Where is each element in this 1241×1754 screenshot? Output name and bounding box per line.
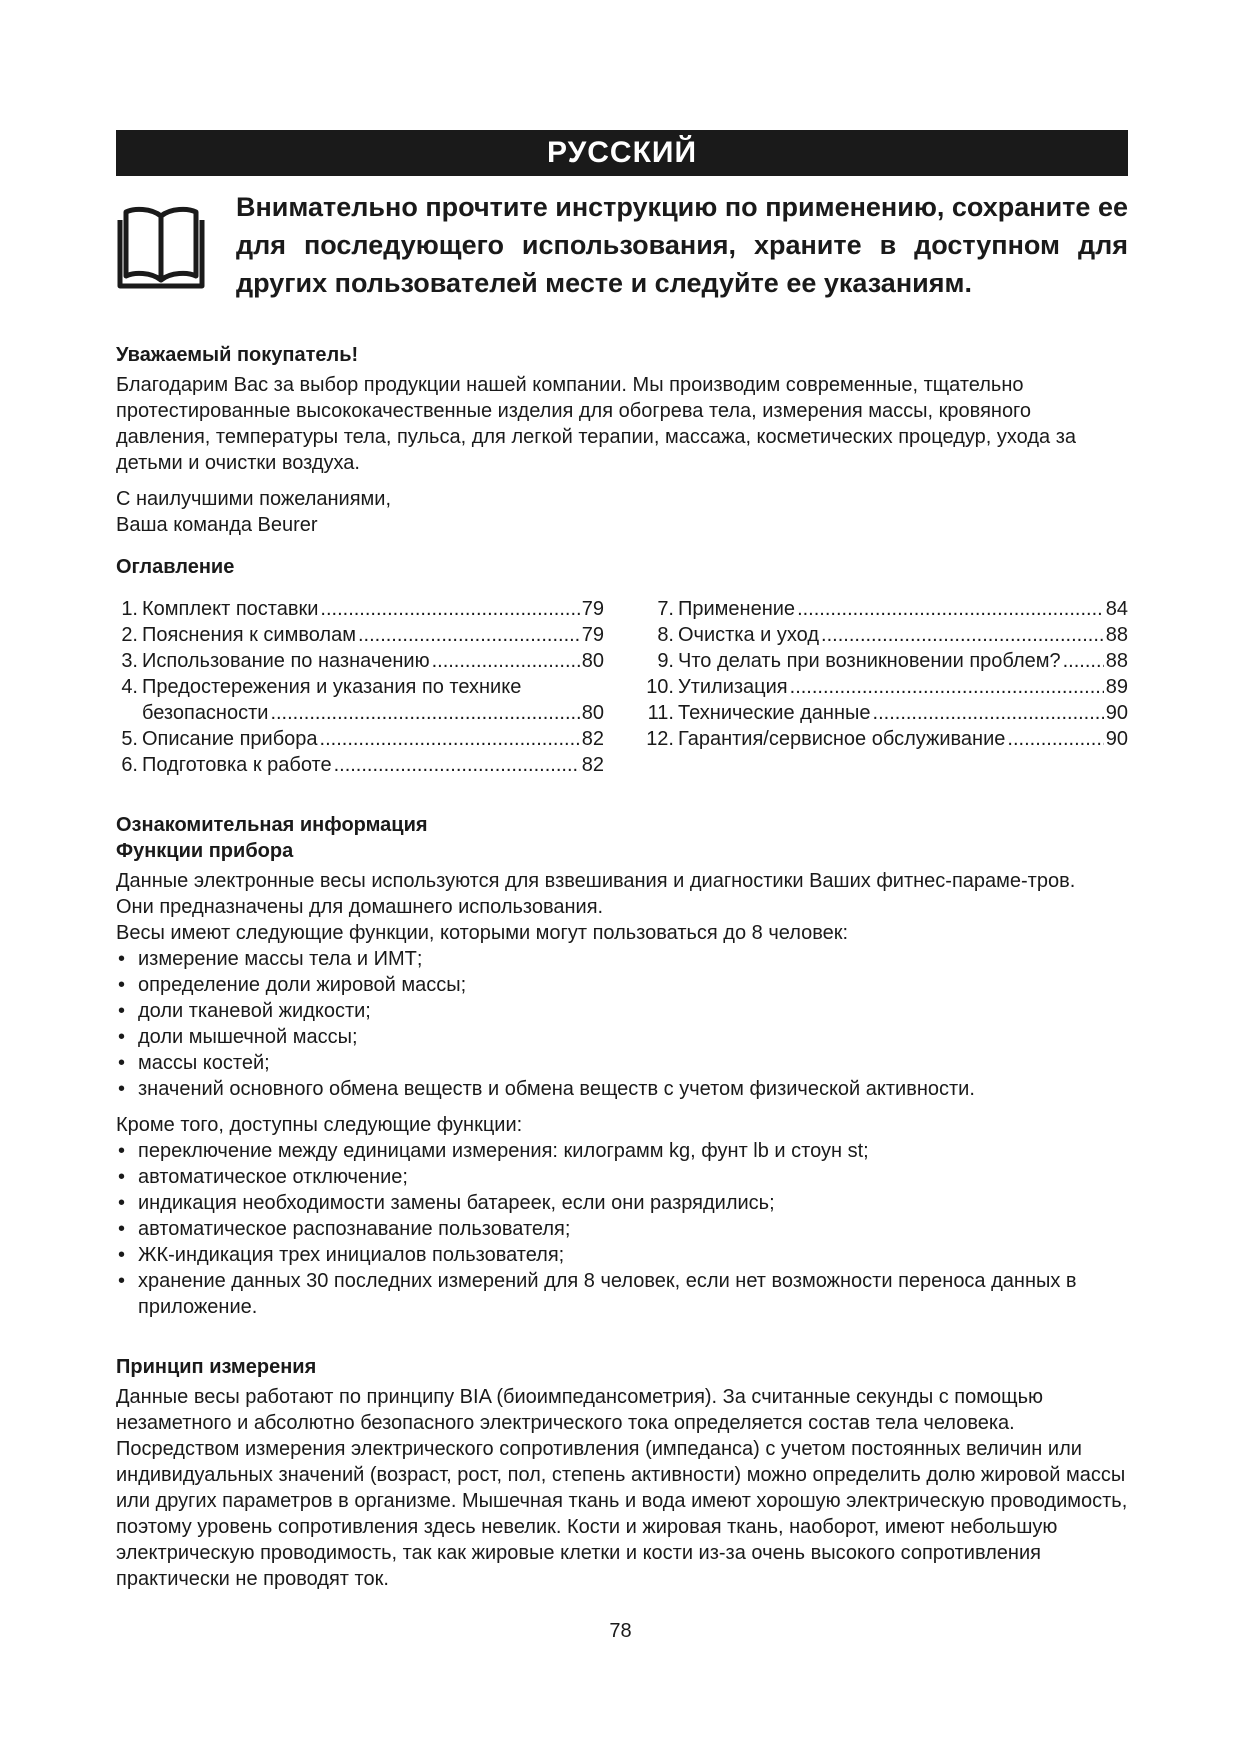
intro-block [116,188,1128,302]
toc-number: 8. [657,624,674,646]
list-item: • доли мышечной массы; [116,1024,1128,1050]
toc-leader [797,596,1104,622]
toc-page: 88 [1105,650,1128,672]
toc-page: 84 [1105,598,1128,620]
info-paragraph-3: Весы имеют следующие функции, которыми могут пользоваться до 8 человек: [116,922,849,944]
greeting-closing-1: С наилучшими пожеланиями, [116,488,392,510]
extra-functions-list [116,1138,1128,1320]
principle-section [116,1354,1128,1592]
info-paragraph-4: Кроме того, доступны следующие функции: [116,1114,523,1136]
toc-leader [270,700,579,726]
language-header: РУССКИЙ [116,130,1128,176]
info-section [116,812,1128,1320]
open-book-icon [116,202,206,292]
info-paragraph-2: Они предназначены для домашнего использования. [116,896,604,918]
toc-entry[interactable] [640,596,1128,622]
toc-page: 82 [581,754,604,776]
toc-leader [334,752,580,778]
toc-leader [821,622,1104,648]
list-item: • переключение между единицами измерения: килограмм kg, фунт lb и стоун st; [116,1138,1128,1164]
greeting-body: Благодарим Вас за выбор продукции нашей компании. Мы производим современные, тщательно протестированные высококачественные изделия для обогрева тела, измерения массы, кровяного давления, температуры тела, пульса, для легкой терапии, массажа, косметических процедур, ухода за детьми и очистки воздуха. [116,374,1076,474]
list-item: • ЖК-индикация трех инициалов пользователя; [116,1242,1128,1268]
toc-leader [873,700,1104,726]
list-item: • индикация необходимости замены батареек, если они разрядились; [116,1190,1128,1216]
toc-entry[interactable] [116,622,604,648]
toc-leader [432,648,580,674]
toc-number: 11. [647,702,674,724]
toc-page: 80 [581,650,604,672]
page-number: 78 [609,1620,632,1642]
toc-entry[interactable] [116,648,604,674]
toc-right-column [640,596,1128,778]
list-item: • определение доли жировой массы; [116,972,1128,998]
toc-number: 5. [121,728,138,750]
toc-entry-title: Пояснения к символам [142,624,356,646]
toc-entry-title: Гарантия/сервисное обслуживание [678,728,1006,750]
toc-entry-title: Подготовка к работе [142,754,332,776]
toc-entry-title: Использование по назначению [142,650,430,672]
toc-leader [1007,726,1103,752]
toc-entry-title: безопасности [142,702,269,724]
greeting-title: Уважаемый покупатель! [116,344,359,366]
list-item: • измерение массы тела и ИМТ; [116,946,1128,972]
toc-leader [1063,648,1104,674]
toc-section [116,554,1128,778]
principle-title: Принцип измерения [116,1356,317,1378]
toc-entry-title: Очистка и уход [678,624,820,646]
toc-entry[interactable] [640,674,1128,700]
toc-entry-continued[interactable] [116,700,604,726]
toc-page: 79 [581,624,604,646]
principle-paragraph-2: Посредством измерения электрического сопротивления (импеданса) с учетом постоянных величин или индивидуальных значений (возраст, рост, пол, степень активности) можно определить долю жировой массы или других параметров в организме. Мышечная ткань и вода имеют хорошую электрическую проводимость, поэтому уровень сопротивления здесь невелик. Кости и жировая ткань, наоборот, имеют небольшую электрическую проводимость, так как жировые клетки и кости из-за очень высокого сопротивления практически не проводят ток. [116,1438,1128,1590]
toc-entry-title: Что делать при возникновении проблем? [678,650,1061,672]
principle-paragraph-1: Данные весы работают по принципу BIA (биоимпедансометрия). За считанные секунды с помощью незаметного и абсолютно безопасного электрического тока определяется состав тела человека. [116,1386,1044,1434]
functions-list [116,946,1128,1102]
functions-title: Функции прибора [116,840,294,862]
toc-entry[interactable] [640,648,1128,674]
list-item: • доли тканевой жидкости; [116,998,1128,1024]
toc-page: 90 [1105,728,1128,750]
toc-entry-title: Утилизация [678,676,788,698]
toc-entry[interactable] [116,752,604,778]
toc-page: 82 [581,728,604,750]
toc-entry-title: Применение [678,598,796,620]
toc-leader [320,726,580,752]
list-item: • значений основного обмена веществ и обмена веществ с учетом физической активности. [116,1076,1128,1102]
list-item: • хранение данных 30 последних измерений для 8 человек, если нет возможности переноса данных в приложение. [116,1268,1128,1320]
toc-leader [790,674,1104,700]
info-paragraph-1: Данные электронные весы используются для взвешивания и диагностики Ваших фитнес-параме-тров. [116,870,1076,892]
list-item: • автоматическое распознавание пользователя; [116,1216,1128,1242]
list-item: • массы костей; [116,1050,1128,1076]
toc-page: 89 [1105,676,1128,698]
toc-number: 4. [121,676,138,698]
toc-number: 6. [121,754,138,776]
toc [116,596,1128,778]
toc-number: 2. [121,624,138,646]
toc-number: 12. [646,728,674,750]
toc-page: 79 [581,598,604,620]
toc-entry-title: Комплект поставки [142,598,319,620]
toc-number: 1. [121,598,138,620]
toc-entry-title: Предостережения и указания по технике [142,676,522,698]
page [116,130,1128,1592]
toc-entry-title: Описание прибора [142,728,318,750]
list-item: • автоматическое отключение; [116,1164,1128,1190]
toc-entry[interactable] [640,726,1128,752]
greeting-section [116,342,1128,538]
toc-page: 90 [1105,702,1128,724]
toc-entry-title: Технические данные [678,702,871,724]
toc-entry[interactable] [640,700,1128,726]
toc-entry[interactable] [640,622,1128,648]
toc-number: 7. [657,598,674,620]
info-title: Ознакомительная информация [116,814,428,836]
toc-leader [358,622,580,648]
intro-text: Внимательно прочтите инструкцию по применению, сохраните ее для последующего использования, храните в доступном для других пользователей месте и следуйте ее указаниям. [236,192,1128,298]
toc-left-column [116,596,604,778]
toc-entry[interactable] [116,596,604,622]
greeting-closing-2: Ваша команда Beurer [116,514,318,536]
toc-entry[interactable] [116,726,604,752]
toc-page: 80 [581,702,604,724]
toc-leader [320,596,579,622]
toc-entry[interactable] [116,674,604,700]
toc-page: 88 [1105,624,1128,646]
toc-title: Оглавление [116,556,235,578]
toc-number: 10. [646,676,674,698]
toc-number: 9. [657,650,674,672]
toc-number: 3. [121,650,138,672]
